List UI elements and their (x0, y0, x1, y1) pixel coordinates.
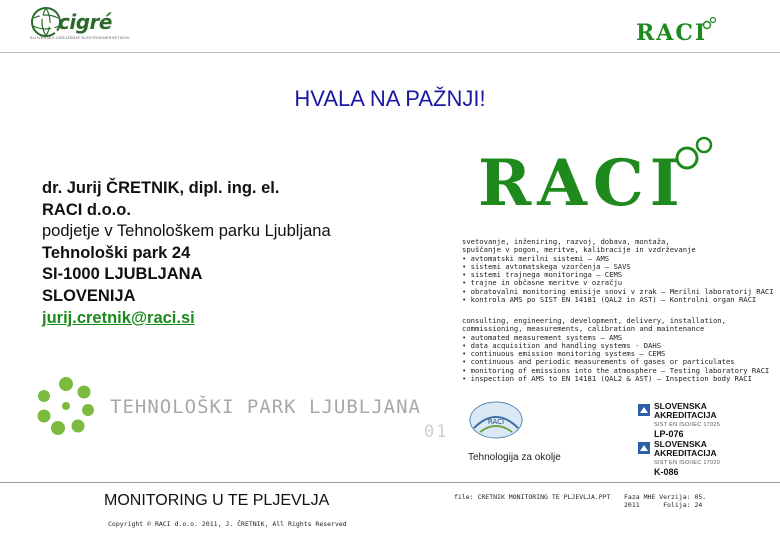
slide-title: HVALA NA PAŽNJI! (294, 86, 486, 111)
accreditation-name-line1: SLOVENSKA (654, 439, 707, 449)
services-en-item: • continuous emission monitoring systems – CEMS (462, 350, 769, 358)
footer-page-info-line1: Faza MHE Verzija: 05. (624, 493, 707, 501)
services-english (462, 317, 769, 383)
footer-copyright: Copyright © RACI d.o.o. 2011, J. ČRETNIK, All Rights Reserved (108, 520, 347, 528)
services-sl-item: • sistemi trajnega monitoringa – CEMS (462, 271, 774, 279)
services-en-item: • automated measurement systems – AMS (462, 334, 769, 342)
tech-park-flower-icon (34, 374, 98, 438)
tech-environment-emblem-text: RACI (487, 418, 505, 426)
tech-park-number: 01 (424, 422, 449, 442)
accreditation-mark-icon (638, 442, 650, 454)
cigre-logo-text: cigré (58, 10, 112, 34)
services-en-item: • data acquisition and handling systems - DAHS (462, 342, 769, 350)
raci-logo-small (636, 20, 716, 50)
tech-environment-label: Tehnologija za okolje (468, 452, 561, 463)
header-divider (0, 52, 780, 53)
contact-name: dr. Jurij ČRETNIK, dipl. ing. el. (42, 179, 280, 197)
accreditation-name-line2: AKREDITACIJA (654, 448, 717, 458)
accreditation-name-line2: AKREDITACIJA (654, 410, 717, 420)
accreditation-standard: SIST EN ISO/IEC 17025 (654, 422, 721, 428)
accreditation-lp076 (654, 402, 774, 439)
services-en-item: • inspection of AMS to EN 14181 (QAL2 & AST) – Inspection body RACI (462, 375, 769, 383)
contact-email-link[interactable]: jurij.cretnik@raci.si (42, 308, 195, 327)
contact-location-note: podjetje v Tehnološkem parku Ljubljana (42, 222, 331, 241)
services-sl-item: • trajne in občasne meritve v ozračju (462, 279, 774, 287)
services-en-intro-2: commissioning, measurements, calibration and maintenance (462, 324, 705, 334)
cigre-logo (28, 6, 130, 46)
accreditation-mark-icon (638, 404, 650, 416)
raci-logo-big (478, 140, 728, 230)
footer-file-name: file: CRETNIK MONITORING TE PLJEVLJA.PPT (454, 493, 611, 501)
services-sl-item: • sistemi avtomatskega vzorčenja – SAVS (462, 263, 774, 271)
services-en-item: • continuous and periodic measurements of gases or particulates (462, 358, 769, 366)
footer-title: MONITORING U TE PLJEVLJA (104, 492, 330, 509)
accreditation-standard: SIST EN ISO/IEC 17020 (654, 460, 721, 466)
accreditation-code: LP-076 (654, 429, 684, 439)
footer-page-info-line2: 2011 Folija: 24 (624, 501, 703, 509)
contact-block (42, 178, 331, 329)
raci-bubbles-large-icon (674, 136, 718, 176)
services-slovenian (462, 238, 774, 304)
contact-country: SLOVENIJA (42, 286, 136, 305)
accreditation-code: K-086 (654, 467, 679, 477)
services-sl-intro-1: svetovanje, inženiring, razvoj, dobava, montaža, (462, 237, 670, 246)
services-sl-item: • avtomatski merilni sistemi – AMS (462, 255, 774, 263)
cigre-logo-subtext: SLOVENSKO ZDRUŽENJE ELEKTROENERGETIKOV (30, 36, 130, 40)
services-sl-item: • kontrola AMS po SIST EN 14181 (QAL2 in AST) – Kontrolni organ RACI (462, 296, 774, 304)
accreditation-k086 (654, 440, 774, 477)
raci-bubbles-icon (702, 16, 718, 30)
services-sl-item: • obratovalni monitoring emisije snovi v zrak – Merilni laboratorij RACI (462, 288, 774, 296)
tech-park-name: TEHNOLOŠKI PARK LJUBLJANA (110, 396, 421, 418)
footer-page-info (624, 493, 706, 509)
raci-logo-small-text: RACI (636, 20, 708, 46)
contact-company: RACI d.o.o. (42, 200, 131, 219)
footer-divider (0, 482, 780, 483)
tech-environment-emblem-icon (466, 398, 526, 450)
services-en-item: • monitoring of emissions into the atmosphere – Testing laboratory RACI (462, 367, 769, 375)
services-en-intro-1: consulting, engineering, development, delivery, installation, (462, 316, 726, 325)
contact-city: SI-1000 LJUBLJANA (42, 265, 203, 284)
accreditation-name-line1: SLOVENSKA (654, 401, 707, 411)
contact-street: Tehnološki park 24 (42, 243, 191, 262)
raci-logo-big-text: RACI (478, 146, 686, 221)
services-sl-intro-2: spuščanje v pogon, meritve, kalibracije in vzdrževanje (462, 245, 696, 255)
